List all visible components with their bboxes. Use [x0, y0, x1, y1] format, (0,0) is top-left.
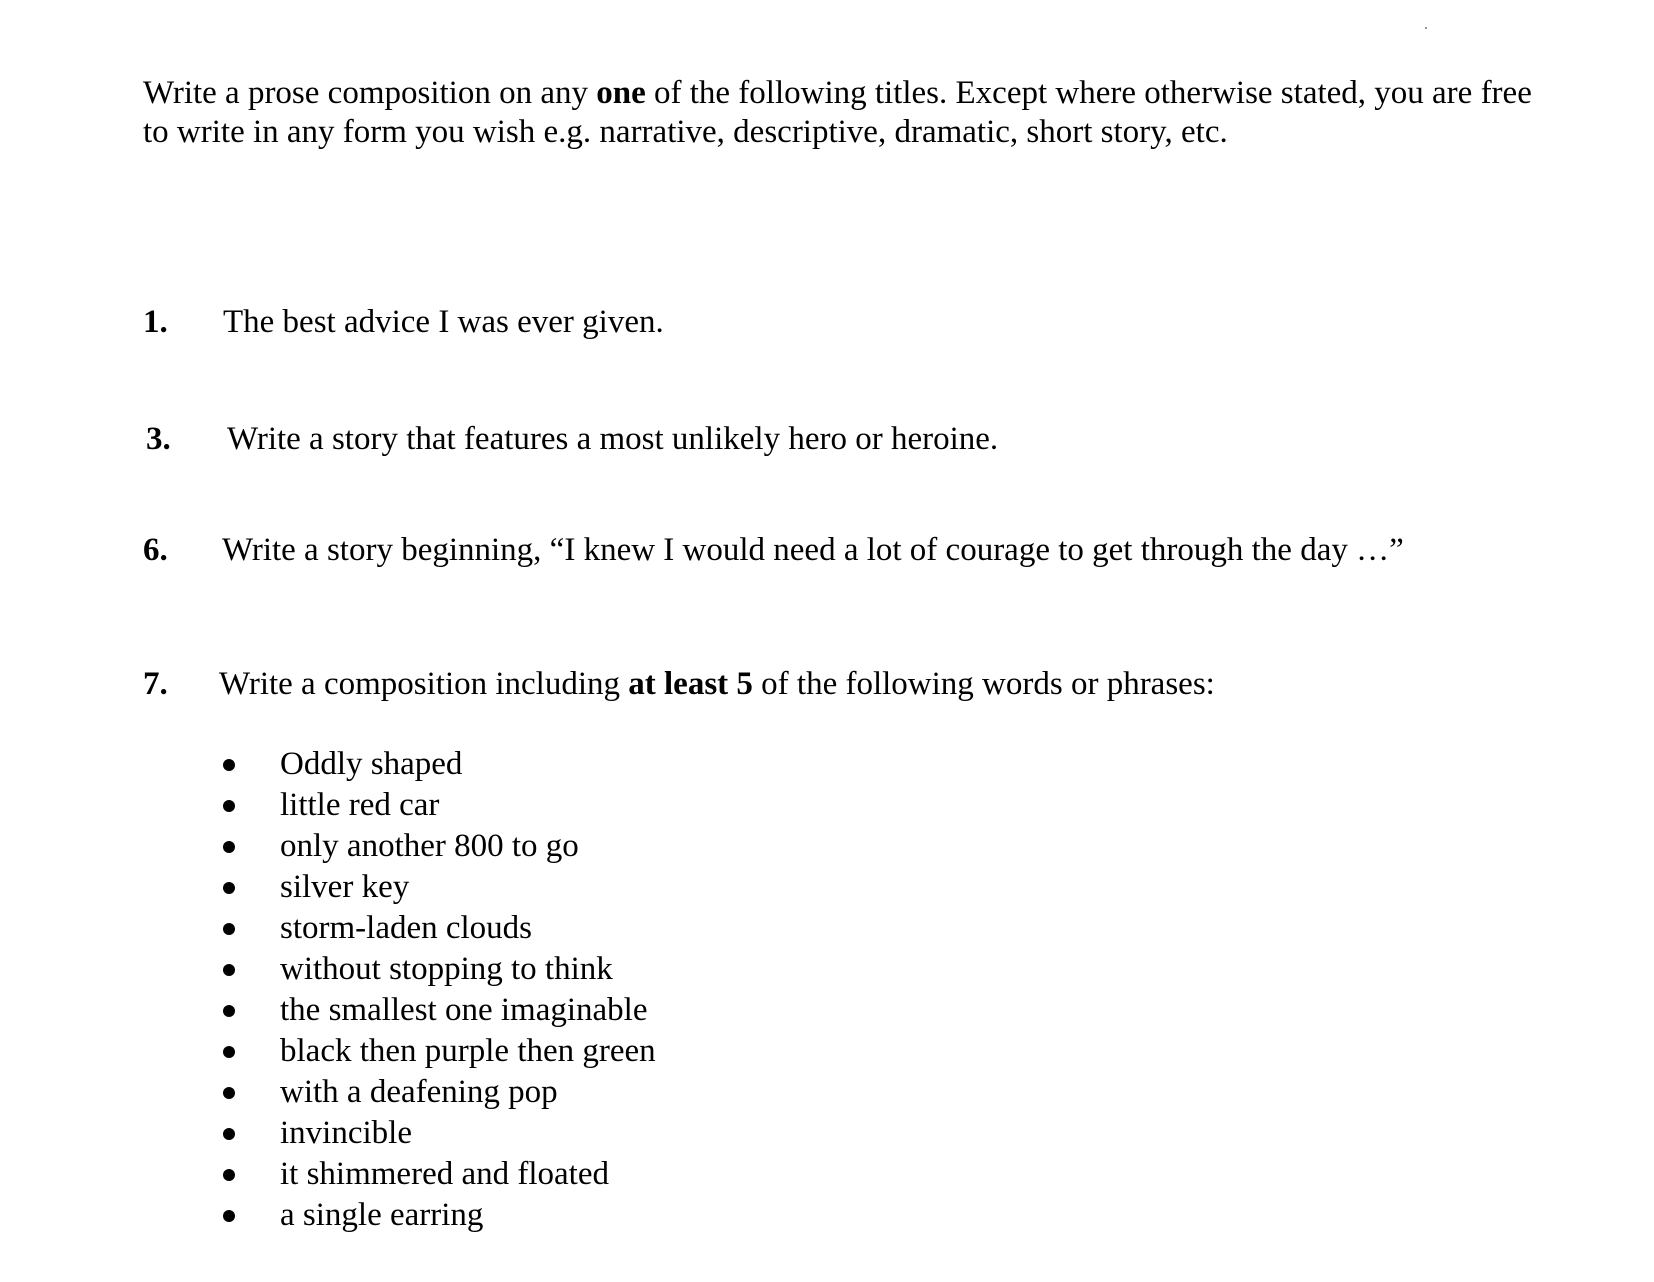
- phrase-text: only another 800 to go: [280, 828, 579, 864]
- instructions-part1: Write a prose composition on any: [143, 75, 597, 111]
- question-text: The best advice I was ever given.: [223, 304, 664, 340]
- instructions-part2: of the following titles. Except where otherwise stated, you are free to write in any form you wish e.g. narrative, descriptive, dramatic, short story, etc.: [143, 75, 1532, 150]
- bullet-icon: [223, 800, 235, 812]
- question-text: [219, 664, 1215, 704]
- bullet-icon: [223, 882, 235, 894]
- question-text: Write a story that features a most unlikely hero or heroine.: [227, 421, 999, 457]
- phrase-text: with a deafening pop: [280, 1074, 558, 1110]
- phrase-text: it shimmered and floated: [280, 1156, 609, 1192]
- scan-speck: [1425, 27, 1427, 29]
- bullet-icon: [223, 1005, 235, 1017]
- bullet-icon: [223, 1210, 235, 1222]
- question-number: 3.: [146, 421, 171, 457]
- bullet-icon: [223, 1046, 235, 1058]
- instructions: [143, 74, 1543, 152]
- instructions-bold-one: one: [596, 75, 646, 111]
- question-number: 7.: [143, 666, 168, 702]
- bullet-icon: [223, 923, 235, 935]
- phrase-text: silver key: [280, 869, 410, 905]
- phrase-text: Oddly shaped: [280, 746, 463, 782]
- question-text-before: Write a composition including: [219, 666, 629, 702]
- bullet-icon: [223, 759, 235, 771]
- bullet-icon: [223, 1087, 235, 1099]
- bullet-icon: [223, 1128, 235, 1140]
- phrase-text: the smallest one imaginable: [280, 992, 648, 1028]
- phrase-text: invincible: [280, 1115, 412, 1151]
- bullet-icon: [223, 964, 235, 976]
- question-number: 1.: [143, 304, 168, 340]
- question-text-bold: at least 5: [628, 666, 753, 702]
- phrase-text: storm-laden clouds: [280, 910, 533, 946]
- question-number: 6.: [143, 532, 168, 568]
- question-text-after: of the following words or phrases:: [752, 666, 1215, 702]
- phrase-text: without stopping to think: [280, 951, 613, 987]
- question-text: Write a story beginning, “I knew I would need a lot of courage to get through the day …”: [222, 532, 1404, 568]
- bullet-icon: [223, 841, 235, 853]
- phrase-text: little red car: [280, 787, 440, 823]
- phrase-text: a single earring: [280, 1197, 484, 1233]
- phrase-text: black then purple then green: [280, 1033, 656, 1069]
- bullet-icon: [223, 1169, 235, 1181]
